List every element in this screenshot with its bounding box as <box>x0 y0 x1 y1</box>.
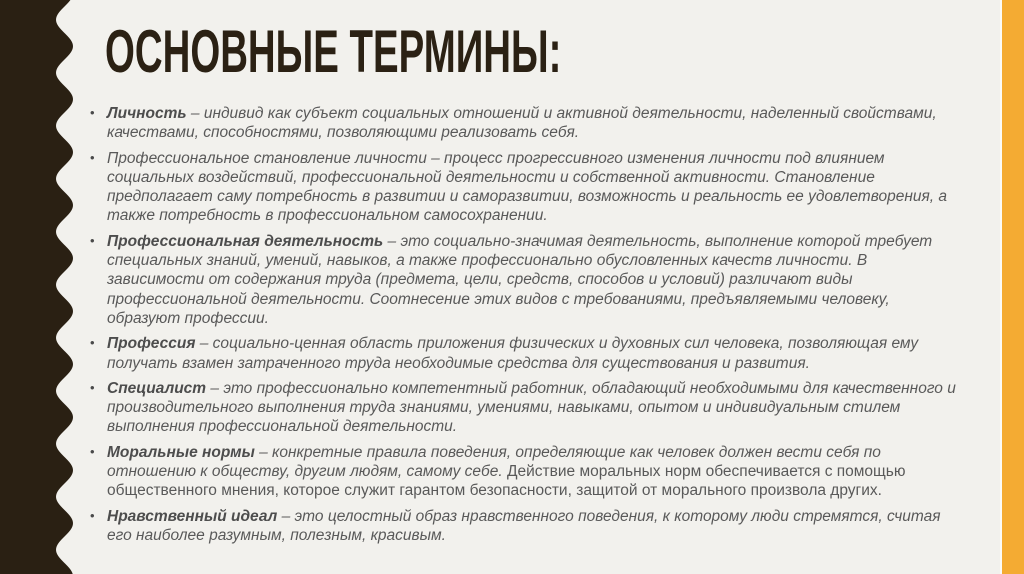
definition-text: Действие моральных норм обеспечивается с помощью общественного мнения, которое служит гарантом безопасности, защитой от морального произвола других. <box>107 463 906 500</box>
definition-text: – социально-ценная область приложения физических и духовных сил человека, позволяющая ему получать взамен затраченного труда необходимые средства для существования и развития. <box>107 335 919 372</box>
bullet-marker: • <box>90 443 95 459</box>
term-text: Моральные нормы <box>107 443 255 461</box>
term-list-item-4 <box>90 334 956 373</box>
bullet-marker: • <box>90 507 95 523</box>
bullet-marker: • <box>90 149 95 165</box>
definition-text: – это целостный образ нравственного поведения, к которому люди стремятся, считая его наиболее разумным, полезным, красивым. <box>107 507 941 544</box>
bullet-marker: • <box>90 379 95 395</box>
definition-text: – конкретные правила поведения, определяющие как человек должен вести себя по отношению к обществу, другим людям, самому себе. <box>107 443 881 481</box>
definition-text: – это социально-значимая деятельность, выполнение которой требует специальных знаний, умений, навыков, а также профессионально обусловленных качеств личности. В зависимости от содержания труда (предмета, цели, средств, способов и условий) различают виды профессиональной деятельности. Соотнесение этих видов с требованиями, предъявляемыми человеку, образуют профессии. <box>107 232 933 327</box>
term-list-item-1 <box>90 104 956 143</box>
term-text: Личность <box>107 105 187 122</box>
slide-title: ОСНОВНЫЕ ТЕРМИНЫ: <box>105 18 562 85</box>
bullet-marker: • <box>90 232 95 248</box>
term-list-item-6 <box>90 443 956 501</box>
term-list-item-2 <box>90 149 956 226</box>
term-text: Профессия <box>107 335 196 353</box>
definition-text: Профессиональное становление личности – процесс прогрессивного изменения личности под влиянием социальных воздействий, профессиональной деятельности и собственной активности. Становление предполагает саму потребность в развитии и саморазвитии, возможность и реальность ее удовлетворения, а также потребность в профессиональном самосохранении. <box>107 149 947 225</box>
bullet-marker: • <box>90 105 95 120</box>
definition-text: – индивид как субъект социальных отношений и активной деятельности, наделенный свойствами, качествами, способностями, позволяющими реализовать себя. <box>107 105 937 142</box>
bullet-marker: • <box>90 335 95 351</box>
term-text: Профессиональная деятельность <box>107 232 384 250</box>
term-list-item-3 <box>90 232 956 328</box>
term-list-item-5 <box>90 379 956 437</box>
definition-text: – это профессионально компетентный работник, обладающий необходимыми для качественного и производительного выполнения труда знаниями, умениями, навыками, опытом и индивидуальным стилем выполнения профессиональной деятельности. <box>107 379 956 436</box>
term-text: Нравственный идеал <box>107 507 278 525</box>
terms-list <box>90 104 956 545</box>
term-text: Специалист <box>107 379 207 397</box>
term-list-item-7 <box>90 507 956 546</box>
